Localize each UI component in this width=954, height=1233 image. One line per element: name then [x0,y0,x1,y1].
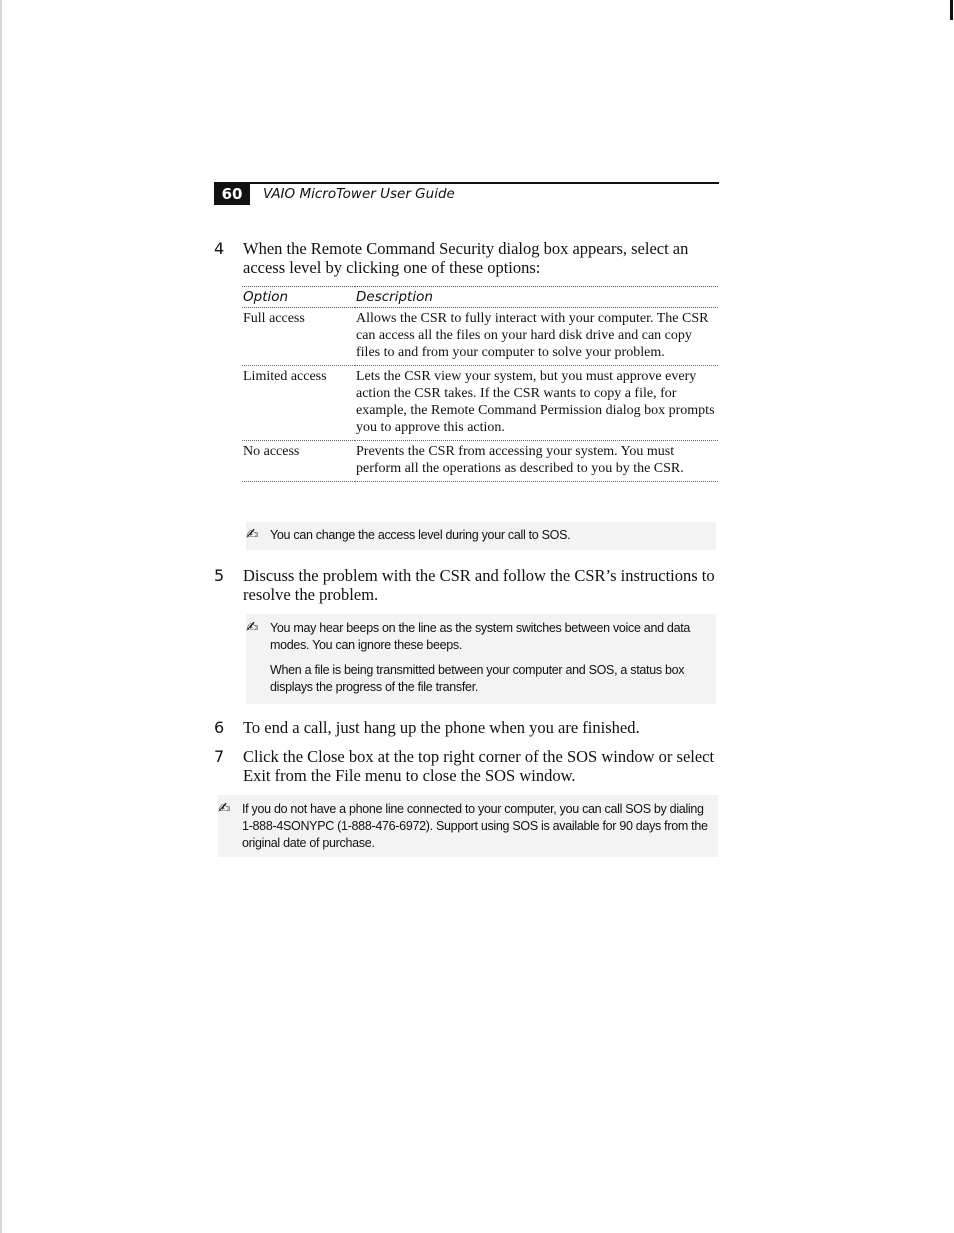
note-access-level [246,522,716,550]
step-text: Discuss the problem with the CSR and follow the CSR’s instructions to resolve the problem. [243,566,715,604]
note-text: You may hear beeps on the line as the system switches between voice and data modes. You can ignore these beeps. [270,621,691,652]
step-text: When the Remote Command Security dialog box appears, select an access level by clicking one of these options: [243,239,689,277]
step-text: Click the Close box at the top right corner of the SOS window or select Exit from the File menu to close the SOS window. [243,747,715,785]
page-header [214,182,719,206]
running-title: VAIO MicroTower User Guide [263,186,455,202]
page-edge [0,0,2,1233]
pen-writing-icon: ✍ [218,799,231,817]
description-cell: Allows the CSR to fully interact with your computer. The CSR can access all the files on your hard disk drive and can copy files to and from your computer to solve your problem. [355,308,718,366]
option-cell: Limited access [242,366,355,441]
column-header-option: Option [242,287,355,308]
table-row [242,366,718,441]
step-number: 6 [214,718,225,737]
description-cell: Lets the CSR view your system, but you must approve every action the CSR takes. If the CSR wants to copy a file, for example, the Remote Command Permission dialog box prompts you to approve this action. [355,366,718,441]
edge-mark [950,0,953,20]
page-number: 60 [214,184,250,205]
note-text: If you do not have a phone line connected to your computer, you can call SOS by dialing 1-888-4SONYPC (1-888-476-6972). Support using SOS is available for 90 days from the original date of purchase. [242,802,708,850]
table-row [242,441,718,482]
pen-writing-icon: ✍ [246,618,259,636]
note-phone-line [218,795,718,857]
table-header-row [242,287,718,308]
step-text: To end a call, just hang up the phone when you are finished. [243,718,640,737]
step-number: 5 [214,566,225,585]
table-row [242,308,718,366]
step-number: 7 [214,747,225,766]
note-text: You can change the access level during your call to SOS. [270,528,571,542]
option-cell: Full access [242,308,355,366]
option-cell: No access [242,441,355,482]
access-options-table [242,286,718,482]
note-beeps [246,614,716,704]
step-number: 4 [214,239,225,258]
pen-writing-icon: ✍ [246,525,259,543]
note-text: When a file is being transmitted between your computer and SOS, a status box displays the progress of the file transfer. [270,663,685,694]
column-header-description: Description [355,287,718,308]
description-cell: Prevents the CSR from accessing your system. You must perform all the operations as described to you by the CSR. [355,441,718,482]
header-rule [214,182,719,184]
